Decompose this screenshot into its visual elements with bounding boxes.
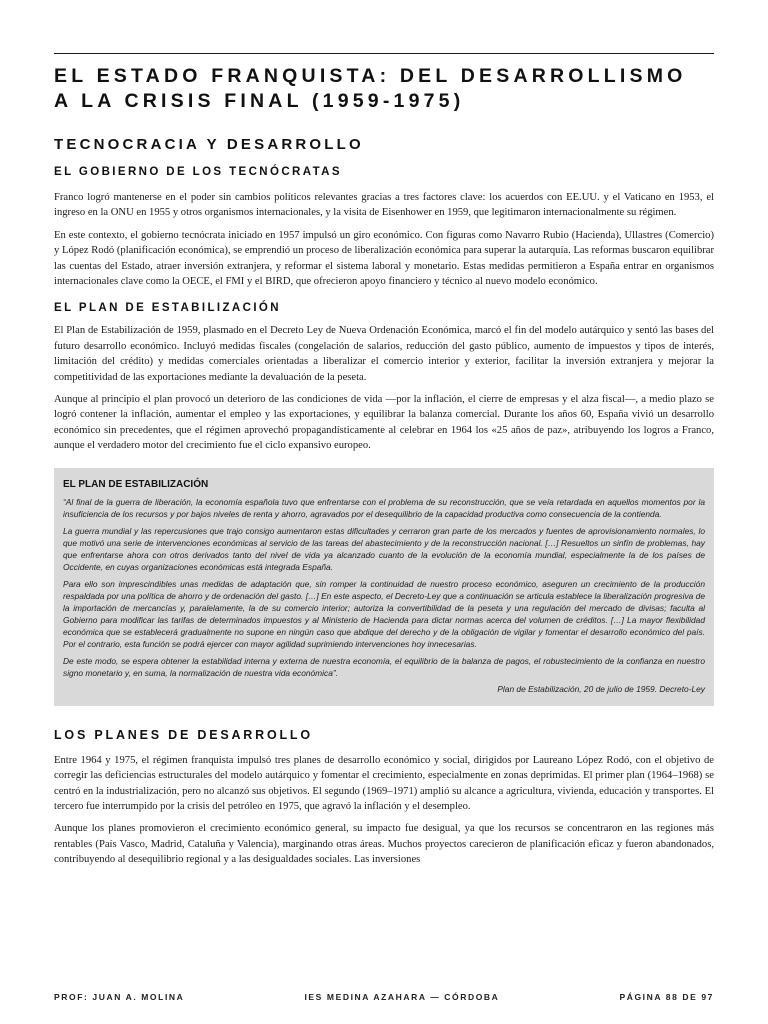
document-title-line1: EL ESTADO FRANQUISTA: DEL DESARROLLISMO [54,65,687,87]
paragraph: Entre 1964 y 1975, el régimen franquista impulsó tres planes de desarrollo económico y social, dirigidos por Laureano López Rodó, con el objetivo de corregir las deficiencias estructurales del modelo autárquico y fomentar el crecimiento, especialmente en zonas deprimidas. El primer plan (1964–1968) se centró en la industrialización, pero no alcanzó sus objetivos. El segundo (1969–1971) amplió su alcance a agricultura, vivienda, educación y transportes. El tercero fue interrumpido por la crisis del petróleo en 1975, que agravó la inflación y el desempleo. [54,754,714,812]
section-title-planes: LOS PLANES DE DESARROLLO [54,727,313,742]
quote-paragraph: La guerra mundial y las repercusiones que trajo consigo aumentaron estas dificultades y cerraron gran parte de los mercados y fuentes de aprovisionamiento normales, lo que motivó una serie de intervenciones económicas al servicio de las tareas del abastecimiento y de la reconstrucción nacional. […] Resueltos un sinfín de problemas, hay que enfrentarse ahora con otros derivados tanto del nivel de vida ya alcanzado cuanto de la evolución de la economía mundial, especialmente la de los países de Occidente, en cuyas organizaciones económicas está integrada España. [63,525,705,572]
subsection-title-gobierno: EL GOBIERNO DE LOS TECNÓCRATAS [54,166,342,178]
paragraph: El Plan de Estabilización de 1959, plasmado en el Decreto Ley de Nueva Ordenación Económica, marcó el fin del modelo autárquico y sentó las bases del futuro desarrollo económico. Incluyó medidas fiscales (congelación de salarios, reducción del gasto público, aumento de impuestos y tipos de interés, limitación del crédito) y medidas comerciales orientadas a liberalizar el comercio interior y exterior, facilitar la inversión extranjera y mejorar la competitividad de las exportaciones mediante la devaluación de la peseta. [54,325,714,383]
quote-box-title: EL PLAN DE ESTABILIZACIÓN [63,478,209,490]
quote-paragraph: Para ello son imprescindibles unas medidas de adaptación que, sin romper la continuidad de nuestro proceso económico, aseguren un crecimiento de la producción respaldada por una política de ahorro y de ordenación del gasto. […] En este aspecto, el Decreto-Ley que a continuación se articula establece la liberalización progresiva de la importación de mercancías y, paralelamente, la de su comercio interior; autoriza la convertibilidad de la peseta y una regulación del mercado de divisas; faculta al Gobierno para modificar las tarifas de determinados impuestos y al Ministerio de Hacienda para dictar normas acerca del volumen de créditos. […] La mayor flexibilidad económica que se establecerá gradualmente no supone en ningún caso que abdique del derecho y de la obligación de vigilar y fomentar el desarrollo económico del país. Por el contrario, esta función se podrá ejercer con mayor agilidad suprimiendo intervenciones hoy innecesarias. [63,578,705,649]
document-title [54,64,714,114]
paragraph: En este contexto, el gobierno tecnócrata iniciado en 1957 impulsó un giro económico. Con figuras como Navarro Rubio (Hacienda), Ullastres (Comercio) y López Rodó (planificación económica), se emprendió un proceso de liberalización económica para superar la autarquía. Las reformas buscaron equilibrar las cuentas del Estado, atraer inversión extranjera, y reformar el sistema laboral y monetario. Estas medidas permitieron a España entrar en organismos internacionales clave como la OECE, el FMI y el BIRD, que ofrecieron apoyo financiero y técnico al nuevo modelo económico. [54,229,714,288]
paragraph: Franco logró mantenerse en el poder sin cambios políticos relevantes gracias a tres factores clave: los acuerdos con EE.UU. y el Vaticano en 1953, el ingreso en la ONU en 1955 y otros organismos internacionales, y la visita de Eisenhower en 1959, que legitimaron internacionalmente su régimen. [54,192,714,219]
paragraph: Aunque los planes promovieron el crecimiento económico general, su impacto fue desigual, ya que los recursos se concentraron en las regiones más rentables (País Vasco, Madrid, Cataluña y Valencia), marginando otras áreas. Muchos proyectos carecieron de planificación eficaz y fueron abandonados, contribuyendo al desequilibrio regional y a las desigualdades sociales. Las inversiones [54,823,714,866]
footer-page-number: PÁGINA 88 DE 97 [619,992,714,1002]
page-footer [54,992,714,1002]
footer-author: PROF: JUAN A. MOLINA [54,992,185,1002]
quote-paragraph: “Al final de la guerra de liberación, la economía española tuvo que enfrentarse con el problema de su reconstrucción, que se veía retardada en aquellos momentos por la insuficiencia de los recursos y por bajos niveles de renta y ahorro, agravados por el desequilibrio de la capacidad productiva como consecuencia de la contienda. [63,496,705,519]
document-page [54,53,714,868]
subsection-title-plan: EL PLAN DE ESTABILIZACIÓN [54,302,281,315]
paragraph: Aunque al principio el plan provocó un deterioro de las condiciones de vida —por la inflación, el cierre de empresas y el alza fiscal—, a medio plazo se logró contener la inflación, aumentar el empleo y las exportaciones, y equilibrar la balanza comercial. Durante los años 60, España vivió un desarrollo económico sin precedentes, que el régimen aprovechó propagandísticamente al celebrar en 1964 los «25 años de paz», atribuyendo los logros a Franco, aunque el verdadero motor del crecimiento fue el ciclo expansivo europeo. [54,394,714,452]
footer-school: IES MEDINA AZAHARA — CÓRDOBA [304,992,500,1002]
quote-paragraph: De este modo, se espera obtener la estabilidad interna y externa de nuestra economía, el equilibrio de la balanza de pagos, el robustecimiento de la confianza en nuestro signo monetario y, en suma, la normalización de nuestra vida económica”. [63,655,705,678]
document-title-line2: A LA CRISIS FINAL (1959-1975) [54,90,465,112]
section-title-tecnocracia: TECNOCRACIA Y DESARROLLO [54,136,364,153]
quote-source: Plan de Estabilización, 20 de julio de 1959. Decreto-Ley [497,683,705,694]
quote-box [54,468,714,706]
